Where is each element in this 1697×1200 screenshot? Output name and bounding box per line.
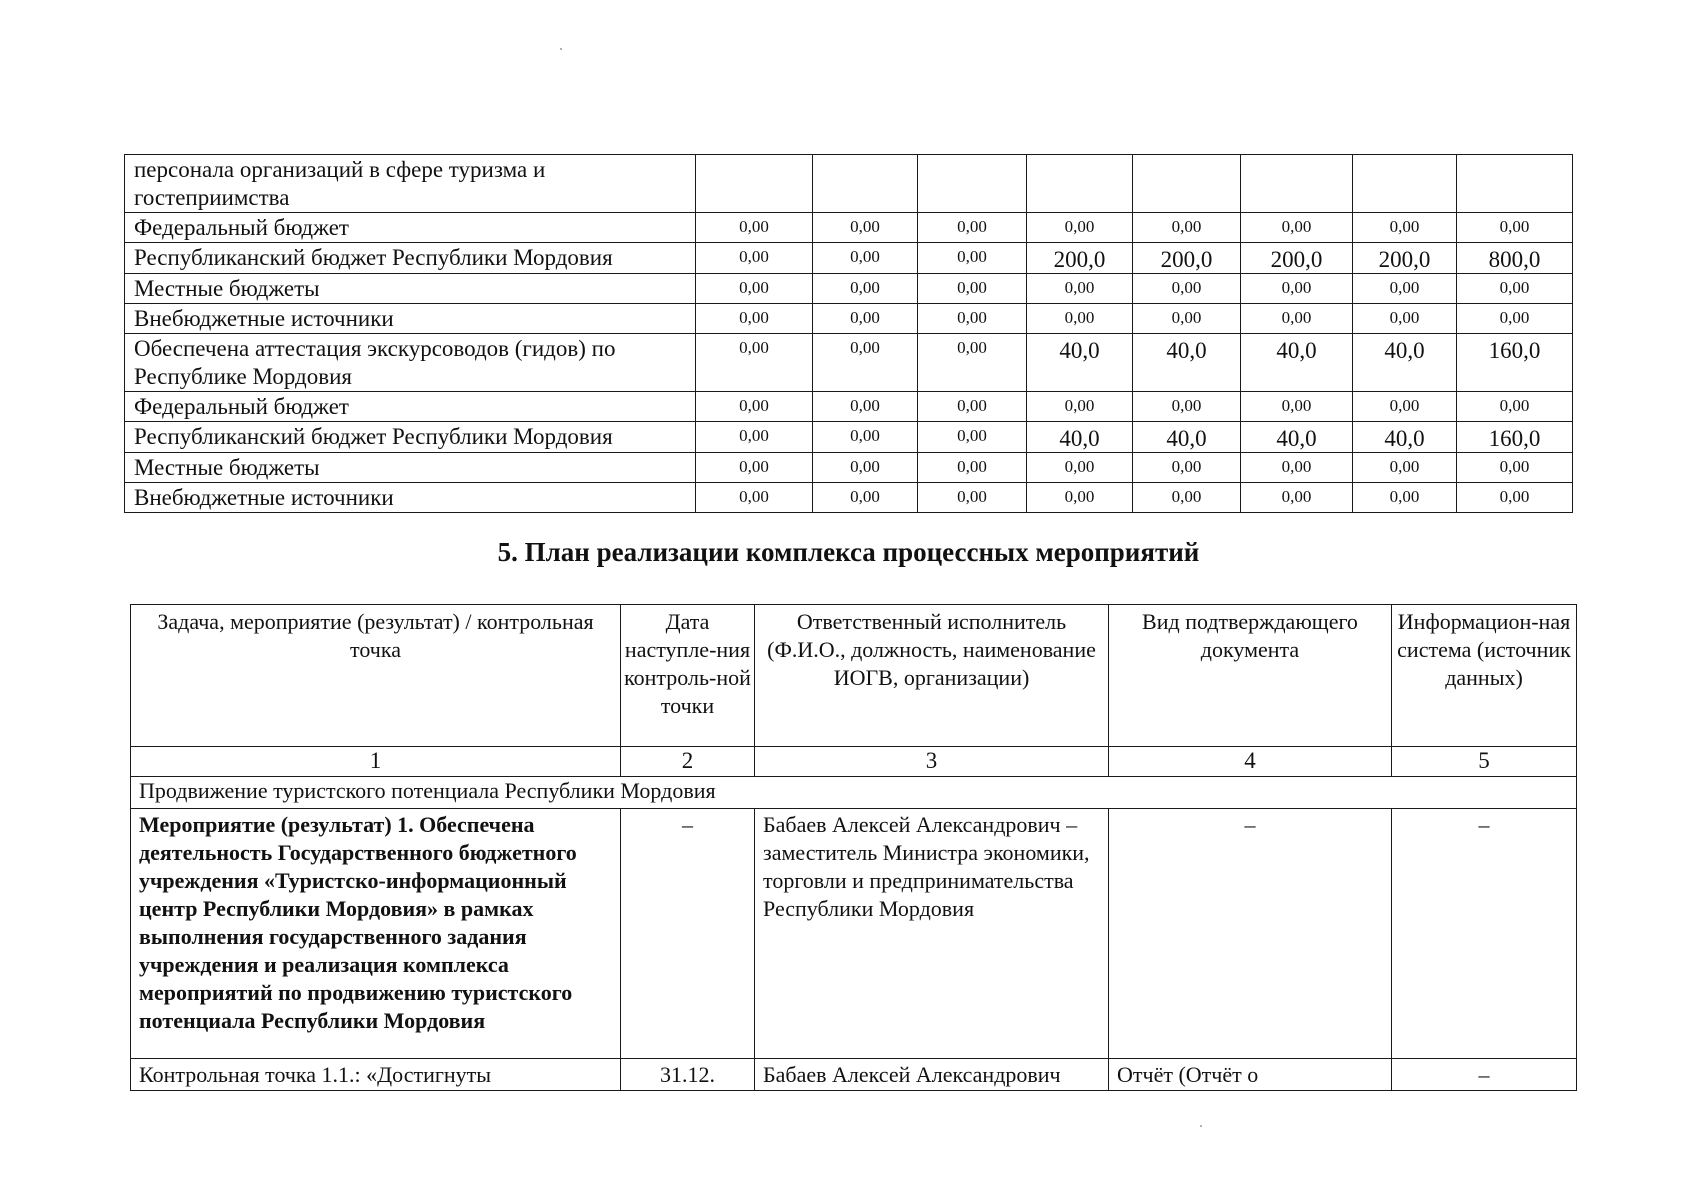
column-number: 4 <box>1109 747 1392 777</box>
budget-row-label: Внебюджетные источники <box>125 304 696 334</box>
budget-cell: 0,00 <box>1241 483 1353 513</box>
budget-cell: 0,00 <box>696 422 813 453</box>
event-system: – <box>1392 809 1577 1059</box>
budget-cell: 0,00 <box>1241 274 1353 304</box>
scan-speck <box>560 48 562 50</box>
budget-row <box>125 274 1573 304</box>
column-number: 1 <box>131 747 621 777</box>
header-row <box>131 605 1577 747</box>
budget-row-label: Республиканский бюджет Республики Мордовия <box>125 422 696 453</box>
checkpoint-system: – <box>1392 1059 1577 1091</box>
checkpoint-date: 31.12. <box>621 1059 755 1091</box>
budget-cell: 0,00 <box>813 453 918 483</box>
budget-row <box>125 155 1573 213</box>
header-task: Задача, мероприятие (результат) / контрольная точка <box>131 605 621 747</box>
budget-row <box>125 453 1573 483</box>
budget-cell <box>1027 155 1133 213</box>
header-system: Информацион-ная система (источник данных) <box>1392 605 1577 747</box>
event-row <box>131 809 1577 1059</box>
column-number: 5 <box>1392 747 1577 777</box>
budget-row-label: Обеспечена аттестация экскурсоводов (гидов) по Республике Мордовия <box>125 334 696 392</box>
budget-cell: 0,00 <box>918 243 1027 274</box>
section-row <box>131 777 1577 809</box>
budget-cell: 200,0 <box>1133 243 1241 274</box>
budget-cell: 0,00 <box>1457 274 1573 304</box>
budget-cell: 0,00 <box>1133 483 1241 513</box>
budget-cell: 0,00 <box>1027 304 1133 334</box>
budget-cell: 0,00 <box>918 453 1027 483</box>
budget-row <box>125 392 1573 422</box>
column-number: 3 <box>755 747 1109 777</box>
budget-cell: 160,0 <box>1457 422 1573 453</box>
budget-cell: 40,0 <box>1241 422 1353 453</box>
budget-cell <box>1241 155 1353 213</box>
budget-cell: 0,00 <box>918 334 1027 392</box>
budget-cell: 40,0 <box>1027 334 1133 392</box>
budget-cell: 40,0 <box>1133 334 1241 392</box>
budget-cell: 0,00 <box>1457 483 1573 513</box>
plan-table <box>130 604 1577 1091</box>
budget-cell: 0,00 <box>1457 453 1573 483</box>
checkpoint-task: Контрольная точка 1.1.: «Достигнуты <box>131 1059 621 1091</box>
budget-cell: 0,00 <box>696 334 813 392</box>
budget-cell: 0,00 <box>1027 213 1133 243</box>
budget-cell: 40,0 <box>1241 334 1353 392</box>
column-numbers-row <box>131 747 1577 777</box>
budget-cell: 0,00 <box>1241 392 1353 422</box>
budget-cell: 0,00 <box>696 274 813 304</box>
budget-cell: 0,00 <box>696 304 813 334</box>
event-document: – <box>1109 809 1392 1059</box>
budget-cell: 0,00 <box>918 213 1027 243</box>
budget-row-label: Местные бюджеты <box>125 453 696 483</box>
budget-cell: 0,00 <box>813 334 918 392</box>
budget-cell: 0,00 <box>1457 304 1573 334</box>
budget-cell: 0,00 <box>1241 453 1353 483</box>
budget-cell: 0,00 <box>1027 483 1133 513</box>
budget-cell: 200,0 <box>1027 243 1133 274</box>
budget-row <box>125 422 1573 453</box>
budget-cell: 0,00 <box>1353 304 1457 334</box>
checkpoint-row <box>131 1059 1577 1091</box>
budget-cell: 0,00 <box>813 422 918 453</box>
budget-cell: 0,00 <box>813 304 918 334</box>
budget-cell: 0,00 <box>1133 453 1241 483</box>
budget-cell: 0,00 <box>696 453 813 483</box>
scan-speck <box>1200 1125 1202 1127</box>
budget-cell: 0,00 <box>813 483 918 513</box>
budget-cell: 0,00 <box>813 392 918 422</box>
budget-row <box>125 243 1573 274</box>
budget-cell <box>918 155 1027 213</box>
budget-cell <box>1457 155 1573 213</box>
budget-cell: 0,00 <box>813 274 918 304</box>
budget-cell: 0,00 <box>696 392 813 422</box>
event-responsible: Бабаев Алексей Александрович – заместитель Министра экономики, торговли и предпринимательства Республики Мордовия <box>755 809 1109 1059</box>
budget-row-label: Федеральный бюджет <box>125 392 696 422</box>
budget-cell: 0,00 <box>918 422 1027 453</box>
budget-cell: 40,0 <box>1027 422 1133 453</box>
budget-row-label: Внебюджетные источники <box>125 483 696 513</box>
budget-cell: 0,00 <box>1353 483 1457 513</box>
budget-cell: 0,00 <box>1133 274 1241 304</box>
budget-table <box>124 154 1573 513</box>
header-document: Вид подтверждающего документа <box>1109 605 1392 747</box>
budget-cell: 0,00 <box>1133 392 1241 422</box>
budget-row-label: персонала организаций в сфере туризма и гостеприимства <box>125 155 696 213</box>
budget-cell: 40,0 <box>1133 422 1241 453</box>
budget-row <box>125 483 1573 513</box>
budget-cell <box>813 155 918 213</box>
checkpoint-responsible: Бабаев Алексей Александрович <box>755 1059 1109 1091</box>
budget-row <box>125 334 1573 392</box>
budget-cell: 0,00 <box>918 392 1027 422</box>
budget-cell: 0,00 <box>1353 392 1457 422</box>
budget-cell: 40,0 <box>1353 334 1457 392</box>
budget-cell: 40,0 <box>1353 422 1457 453</box>
budget-cell: 0,00 <box>1133 304 1241 334</box>
budget-cell <box>1353 155 1457 213</box>
budget-cell: 0,00 <box>696 243 813 274</box>
event-date: – <box>621 809 755 1059</box>
budget-row-label: Республиканский бюджет Республики Мордовия <box>125 243 696 274</box>
budget-cell: 200,0 <box>1241 243 1353 274</box>
event-task: Мероприятие (результат) 1. Обеспечена деятельность Государственного бюджетного учреждения «Туристско-информационный центр Республики Мордовия» в рамках выполнения государственного задания учреждения и реализация комплекса мероприятий по продвижению туристского потенциала Республики Мордовия <box>131 809 621 1059</box>
budget-cell: 200,0 <box>1353 243 1457 274</box>
budget-cell: 0,00 <box>1353 453 1457 483</box>
budget-cell: 0,00 <box>918 274 1027 304</box>
budget-cell: 0,00 <box>1353 274 1457 304</box>
header-responsible: Ответственный исполнитель (Ф.И.О., должность, наименование ИОГВ, организации) <box>755 605 1109 747</box>
budget-cell: 800,0 <box>1457 243 1573 274</box>
budget-cell: 0,00 <box>1353 213 1457 243</box>
budget-cell <box>1133 155 1241 213</box>
budget-cell: 0,00 <box>696 483 813 513</box>
budget-row <box>125 304 1573 334</box>
budget-cell: 0,00 <box>1133 213 1241 243</box>
budget-row <box>125 213 1573 243</box>
budget-cell: 0,00 <box>813 213 918 243</box>
checkpoint-document: Отчёт (Отчёт о <box>1109 1059 1392 1091</box>
budget-cell: 0,00 <box>1241 213 1353 243</box>
budget-cell: 0,00 <box>1027 392 1133 422</box>
budget-row-label: Местные бюджеты <box>125 274 696 304</box>
budget-cell: 0,00 <box>918 483 1027 513</box>
budget-cell: 0,00 <box>1027 274 1133 304</box>
header-date: Дата наступле-ния контроль-ной точки <box>621 605 755 747</box>
budget-cell: 0,00 <box>1457 392 1573 422</box>
budget-row-label: Федеральный бюджет <box>125 213 696 243</box>
budget-cell: 0,00 <box>813 243 918 274</box>
budget-cell: 0,00 <box>1241 304 1353 334</box>
budget-cell: 0,00 <box>696 213 813 243</box>
section-row-label: Продвижение туристского потенциала Республики Мордовия <box>131 777 1577 809</box>
budget-cell: 160,0 <box>1457 334 1573 392</box>
budget-cell: 0,00 <box>918 304 1027 334</box>
section-title: 5. План реализации комплекса процессных мероприятий <box>497 537 1200 567</box>
budget-cell: 0,00 <box>1457 213 1573 243</box>
budget-cell: 0,00 <box>1027 453 1133 483</box>
column-number: 2 <box>621 747 755 777</box>
budget-cell <box>696 155 813 213</box>
